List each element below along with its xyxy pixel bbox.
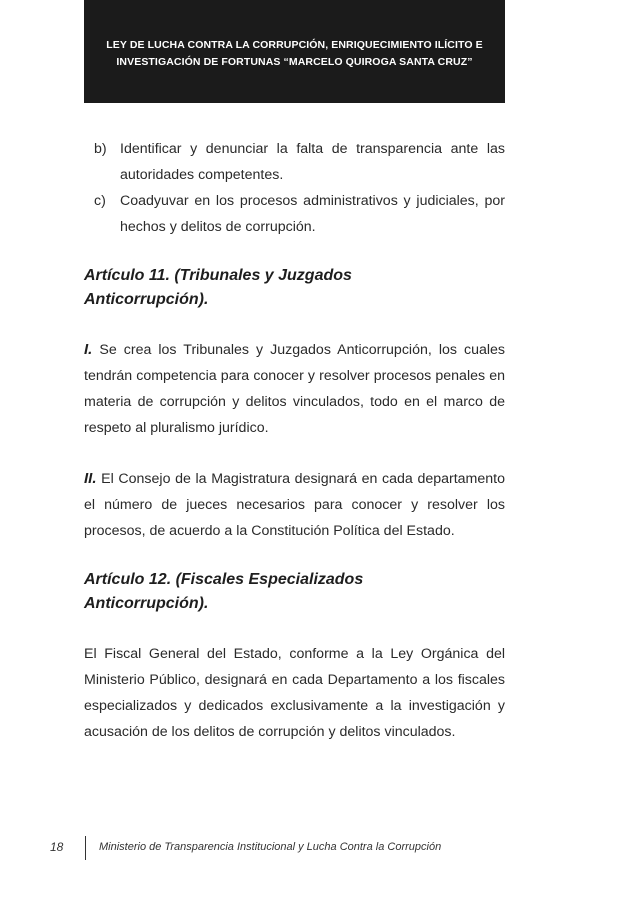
- header-title-line-2: INVESTIGACIÓN DE FORTUNAS “MARCELO QUIROGA SANTA CRUZ”: [116, 55, 473, 68]
- list-marker: c): [94, 193, 106, 209]
- article-11-paragraph-1: [84, 337, 505, 441]
- list-item-text: Coadyuvar en los procesos administrativos y judiciales, por hechos y delitos de corrupción.: [120, 193, 505, 235]
- document-body: [84, 136, 505, 745]
- roman-numeral-label: II.: [84, 470, 97, 487]
- page-header-banner: [84, 0, 505, 103]
- list-item-text: Identificar y denunciar la falta de transparencia ante las autoridades competentes.: [120, 141, 505, 183]
- continued-list: [84, 136, 505, 240]
- paragraph-text: Se crea los Tribunales y Juzgados Anticorrupción, los cuales tendrán competencia para conocer y resolver procesos penales en materia de corrupción y delitos vinculados, todo en el marco de respeto al pluralismo jurídico.: [84, 342, 505, 436]
- article-12-heading: Artículo 12. (Fiscales Especializados Anticorrupción).: [84, 571, 364, 612]
- footer-divider: [85, 836, 86, 860]
- article-11-heading: Artículo 11. (Tribunales y Juzgados Anticorrupción).: [84, 267, 352, 308]
- article-11-paragraph-2: [84, 466, 505, 544]
- page-number: 18: [50, 840, 64, 854]
- article-12-paragraph-1: El Fiscal General del Estado, conforme a la Ley Orgánica del Ministerio Público, designará en cada Departamento a los fiscales especializados y dedicados exclusivamente a la investigación y acusación de los delitos de corrupción y delitos vinculados.: [84, 646, 505, 740]
- list-item: [84, 188, 505, 240]
- list-marker: b): [94, 141, 107, 157]
- roman-numeral-label: I.: [84, 341, 93, 358]
- header-title-line-1: LEY DE LUCHA CONTRA LA CORRUPCIÓN, ENRIQUECIMIENTO ILÍCITO E: [106, 38, 483, 51]
- list-item: [84, 136, 505, 188]
- footer-institution-text: Ministerio de Transparencia Institucional y Lucha Contra la Corrupción: [99, 841, 442, 853]
- page-footer: [0, 836, 618, 860]
- paragraph-text: El Consejo de la Magistratura designará en cada departamento el número de jueces necesarios para conocer y resolver los procesos, de acuerdo a la Constitución Política del Estado.: [84, 471, 505, 539]
